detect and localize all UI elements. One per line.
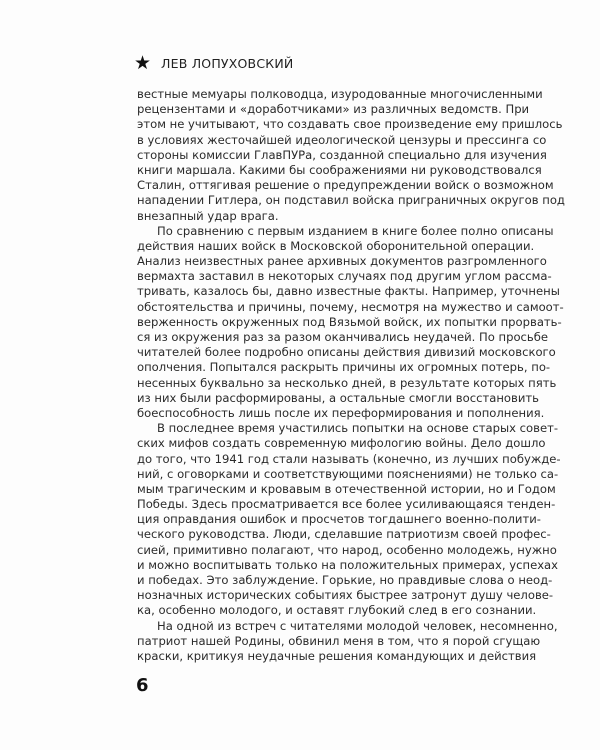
- text-line: этом не учитывают, что создавать свое произведение ему пришлось: [137, 117, 563, 132]
- text-line: краски, критикуя неудачные решения командующих и действия: [137, 648, 537, 663]
- text-line: ся из окружения раз за разом оканчивались неудачей. По просьбе: [137, 330, 549, 344]
- paragraph: [137, 421, 561, 618]
- text-line: Победы. Здесь просматривается все более усиливающаяся тенден-: [137, 497, 556, 512]
- text-line: верженность окруженных под Вязьмой войск, их попытки прорвать-: [137, 314, 562, 329]
- text-line: обстоятельства и причины, почему, несмотря на мужество и самоот-: [137, 299, 564, 314]
- text-line: нозначных исторических событиях быстрее затронут душу челове-: [137, 588, 554, 603]
- paragraph: [137, 87, 565, 224]
- text-line: несенных буквально за несколько дней, в результате которых пять: [137, 375, 557, 390]
- body-text: [137, 87, 565, 664]
- text-line: действия наших войск в Московской оборонительной операции.: [137, 238, 535, 253]
- text-line: из них были расформированы, а остальные смогли восстановить: [137, 390, 539, 405]
- text-line: ческого руководства. Люди, сделавшие патриотизм своей профес-: [137, 527, 551, 542]
- text-line: внезапный удар врага.: [137, 208, 279, 223]
- text-line: ка, особенно молодого, и оставят глубокий след в его сознании.: [137, 603, 537, 618]
- text-line: ний, с оговорками и соответствующими пояснениями) не только са-: [137, 466, 559, 481]
- text-line: тривать, казалось бы, давно известные факты. Например, уточнены: [137, 284, 560, 299]
- text-line: мым трагическим и кровавым в отечественной истории, но и Годом: [137, 481, 556, 496]
- text-line: в условиях жесточайшей идеологической цензуры и прессинга со: [137, 132, 547, 147]
- text-line: По сравнению с первым изданием в книге более полно описаны: [157, 223, 554, 238]
- text-line: ских мифов создать современную мифологию войны. Дело дошло: [137, 436, 546, 451]
- text-line: вестные мемуары полководца, изуродованные многочисленными: [137, 87, 543, 101]
- star-icon: ★: [134, 51, 152, 74]
- text-line: ополчения. Попытался раскрыть причины их огромных потерь, по-: [137, 360, 551, 375]
- text-line: вермахта заставил в некоторых случаях под другим углом рассма-: [137, 269, 552, 284]
- text-line: боеспособность лишь после их переформирования и пополнения.: [137, 405, 545, 420]
- page-number: 6: [136, 675, 149, 696]
- text-line: книги маршала. Какими бы соображениями ни руководствовался: [137, 162, 542, 177]
- paragraph: [137, 223, 564, 421]
- text-line: рецензентами и «доработчиками» из различных ведомств. При: [137, 102, 530, 117]
- text-line: В последнее время участились попытки на основе старых совет-: [157, 421, 559, 436]
- text-line: сией, примитивно полагают, что народ, особенно молодежь, нужно: [137, 542, 557, 557]
- paragraph: [137, 618, 558, 665]
- text-line: до того, что 1941 год стали называть (конечно, из лучших побужде-: [137, 451, 561, 466]
- text-line: и победах. Это заблуждение. Горькие, но правдивые слова о неод-: [137, 573, 553, 587]
- text-line: На одной из встреч с читателями молодой человек, несомненно,: [157, 618, 558, 633]
- text-line: и можно воспитывать только на положительных примерах, успехах: [137, 557, 559, 572]
- text-line: стороны комиссии ГлавПУРа, созданной специально для изучения: [137, 147, 547, 162]
- text-line: Сталин, оттягивая решение о предупреждении войск о возможном: [137, 178, 554, 193]
- text-line: Анализ неизвестных ранее архивных документов разгромленного: [137, 254, 547, 269]
- text-line: патриот нашей Родины, обвинил меня в том, что я порой сгущаю: [137, 633, 541, 648]
- text-line: ция оправдания ошибок и просчетов тогдашнего военно-полити-: [137, 512, 541, 527]
- text-line: нападении Гитлера, он подставил войска приграничных округов под: [137, 193, 565, 208]
- running-header: [134, 53, 293, 73]
- text-line: читателей более подробно описаны действия дивизий московского: [137, 345, 556, 360]
- author-name: ЛЕВ ЛОПУХОВСКИЙ: [161, 55, 294, 71]
